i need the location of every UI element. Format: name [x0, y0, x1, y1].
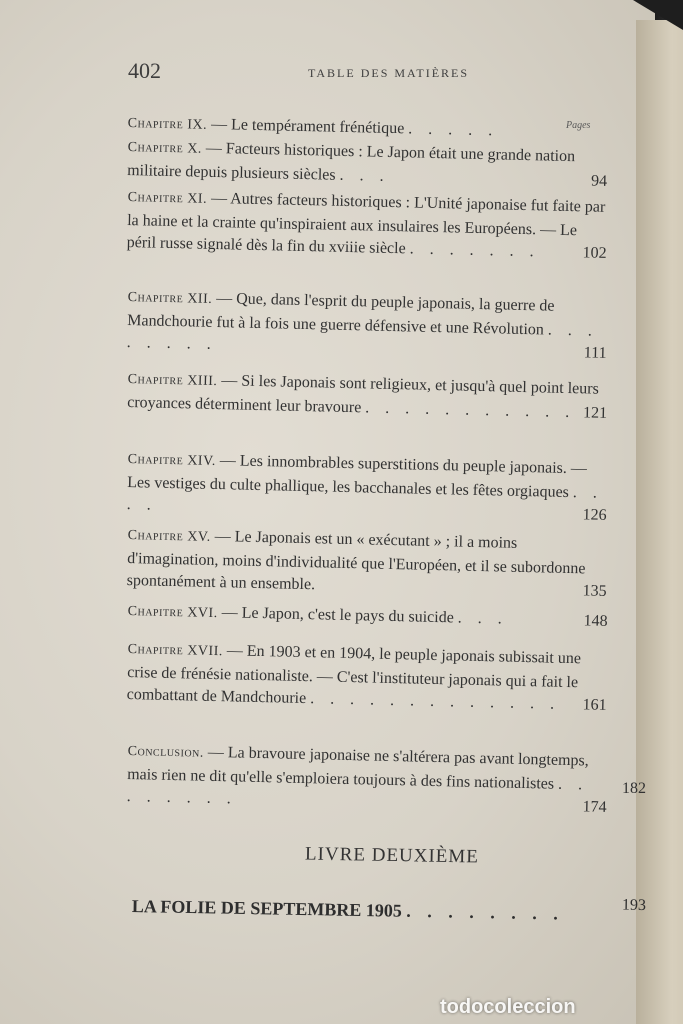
toc-entry-ch12: Chapitre XII. — Que, dans l'esprit du peuple japonais, la guerre de Mandchourie fut à la fois une guerre défensive et une Révolution . . . . . . . . 111	[126, 286, 607, 365]
entry-text: — Autres facteurs historiques : L'Unité japonaise fut faite par la haine et la crainte qu'inspiraient aux insulaires les Européens. — Le péril russe signalé dès la fin du xviiie siècle	[126, 189, 606, 258]
entry-text: — Le tempérament frénétique	[206, 115, 405, 138]
facing-page-edge	[636, 20, 683, 1024]
entry-text: — Si les Japonais sont religieux, et jusqu'à quel point leurs croyances déterminent leur bravoure	[127, 372, 599, 416]
extra-page-number: 182	[622, 780, 646, 797]
toc-entry-conclusion: Conclusion. — La bravoure japonaise ne s'altérera pas avant longtemps, mais rien ne dit qu'elle s'emploiera toujours à des fins nationalistes . . . . . . . . 174	[126, 740, 607, 819]
entry-text: — La bravoure japonaise ne s'altérera pas avant longtemps, mais rien ne dit qu'elle s'emploiera toujours à des fins nationalistes	[127, 743, 589, 793]
entry-label: Chapitre X.	[127, 139, 203, 157]
pages-column-label: Pages	[566, 120, 591, 131]
entry-page: 126	[582, 506, 607, 524]
entry-page: 102	[582, 244, 607, 262]
entry-page: 111	[583, 344, 607, 362]
watermark-logo: todocoleccion	[440, 996, 576, 1018]
toc-entry-ch10: Chapitre X. — Facteurs historiques : Le Japon était une grande nation militaire depuis plusieurs siècles . . . 94	[127, 136, 608, 193]
entry-page: 174	[582, 798, 607, 816]
toc-entry-ch14: Chapitre XIV. — Les innombrables superstitions du peuple japonais. — Les vestiges du culte phallique, les bacchanales et les fêtes orgiaques . . . . 126	[126, 448, 607, 527]
part-entry: LA FOLIE DE SEPTEMBRE 1905 . . . . . . . . 193	[131, 896, 647, 924]
toc-entry-ch9: Chapitre IX. — Le tempérament frénétique . . . . .	[127, 115, 499, 140]
entry-page: 135	[582, 582, 607, 600]
entry-page: 148	[583, 612, 608, 630]
entry-label: Chapitre XVI.	[127, 603, 218, 622]
part-page: 193	[621, 896, 647, 914]
entry-page: 121	[582, 403, 608, 422]
entry-text: — Les innombrables superstitions du peuple japonais. — Les vestiges du culte phallique, les bacchanales et les fêtes orgiaques	[127, 451, 588, 501]
toc-entry-ch17: Chapitre XVII. — En 1903 et en 1904, le peuple japonais subissait une crise de frénésie nationaliste. — C'est l'instituteur japonais qui a fait le combattant de Mandchourie . . . . . . . . . . . . . 161	[126, 638, 607, 717]
entry-label: Chapitre XVII.	[127, 641, 223, 660]
entry-text: — Facteurs historiques : Le Japon était une grande nation militaire depuis plusieurs siècles	[127, 139, 576, 184]
entry-page: 94	[590, 172, 608, 190]
entry-label: Chapitre XIV.	[127, 451, 217, 469]
page-number: 402	[128, 58, 161, 83]
entry-page: 161	[582, 696, 607, 714]
entry-text: — Le Japon, c'est le pays du suicide	[217, 604, 454, 627]
entry-label: Chapitre XV.	[127, 527, 211, 545]
entry-label: Chapitre XI.	[127, 189, 208, 207]
entry-text: — En 1903 et en 1904, le peuple japonais subissait une crise de frénésie nationaliste. — C'est l'instituteur japonais qui a fait le combattant de Mandchourie	[126, 642, 582, 708]
running-title: TABLE DES MATIÈRES	[308, 66, 470, 80]
entry-label: Chapitre XIII.	[127, 371, 218, 390]
entry-text: — Que, dans l'esprit du peuple japonais, la guerre de Mandchourie fut à la fois une guerre défensive et une Révolution	[127, 289, 555, 338]
entry-label: Chapitre XII.	[127, 289, 213, 307]
toc-entry-ch16: Chapitre XVI. — Le Japon, c'est le pays du suicide . . . 148	[127, 600, 607, 634]
section-heading: LIVRE DEUXIÈME	[304, 843, 480, 868]
toc-entry-ch15	[126, 524, 607, 603]
entry-text: — Le Japonais est un « exécutant » ; il a moins d'imagination, moins d'individualité que l'Européen, et il se subordonne spontanément à un ensemble.	[126, 527, 586, 594]
entry-label: Chapitre IX.	[127, 115, 208, 133]
toc-entry-ch13: Chapitre XIII. — Si les Japonais sont religieux, et jusqu'à quel point leurs croyances déterminent leur bravoure . . . . . . . . . . . 121	[127, 368, 608, 425]
part-title: LA FOLIE DE SEPTEMBRE 1905	[131, 896, 403, 921]
toc-entry-ch11: Chapitre XI. — Autres facteurs historiques : L'Unité japonaise fut faite par la haine et la crainte qu'inspiraient aux insulaires les Européens. — Le péril russe signalé dès la fin du xviiie siècle . . . . . . . 102	[126, 186, 607, 265]
entry-label: Conclusion.	[127, 743, 205, 761]
